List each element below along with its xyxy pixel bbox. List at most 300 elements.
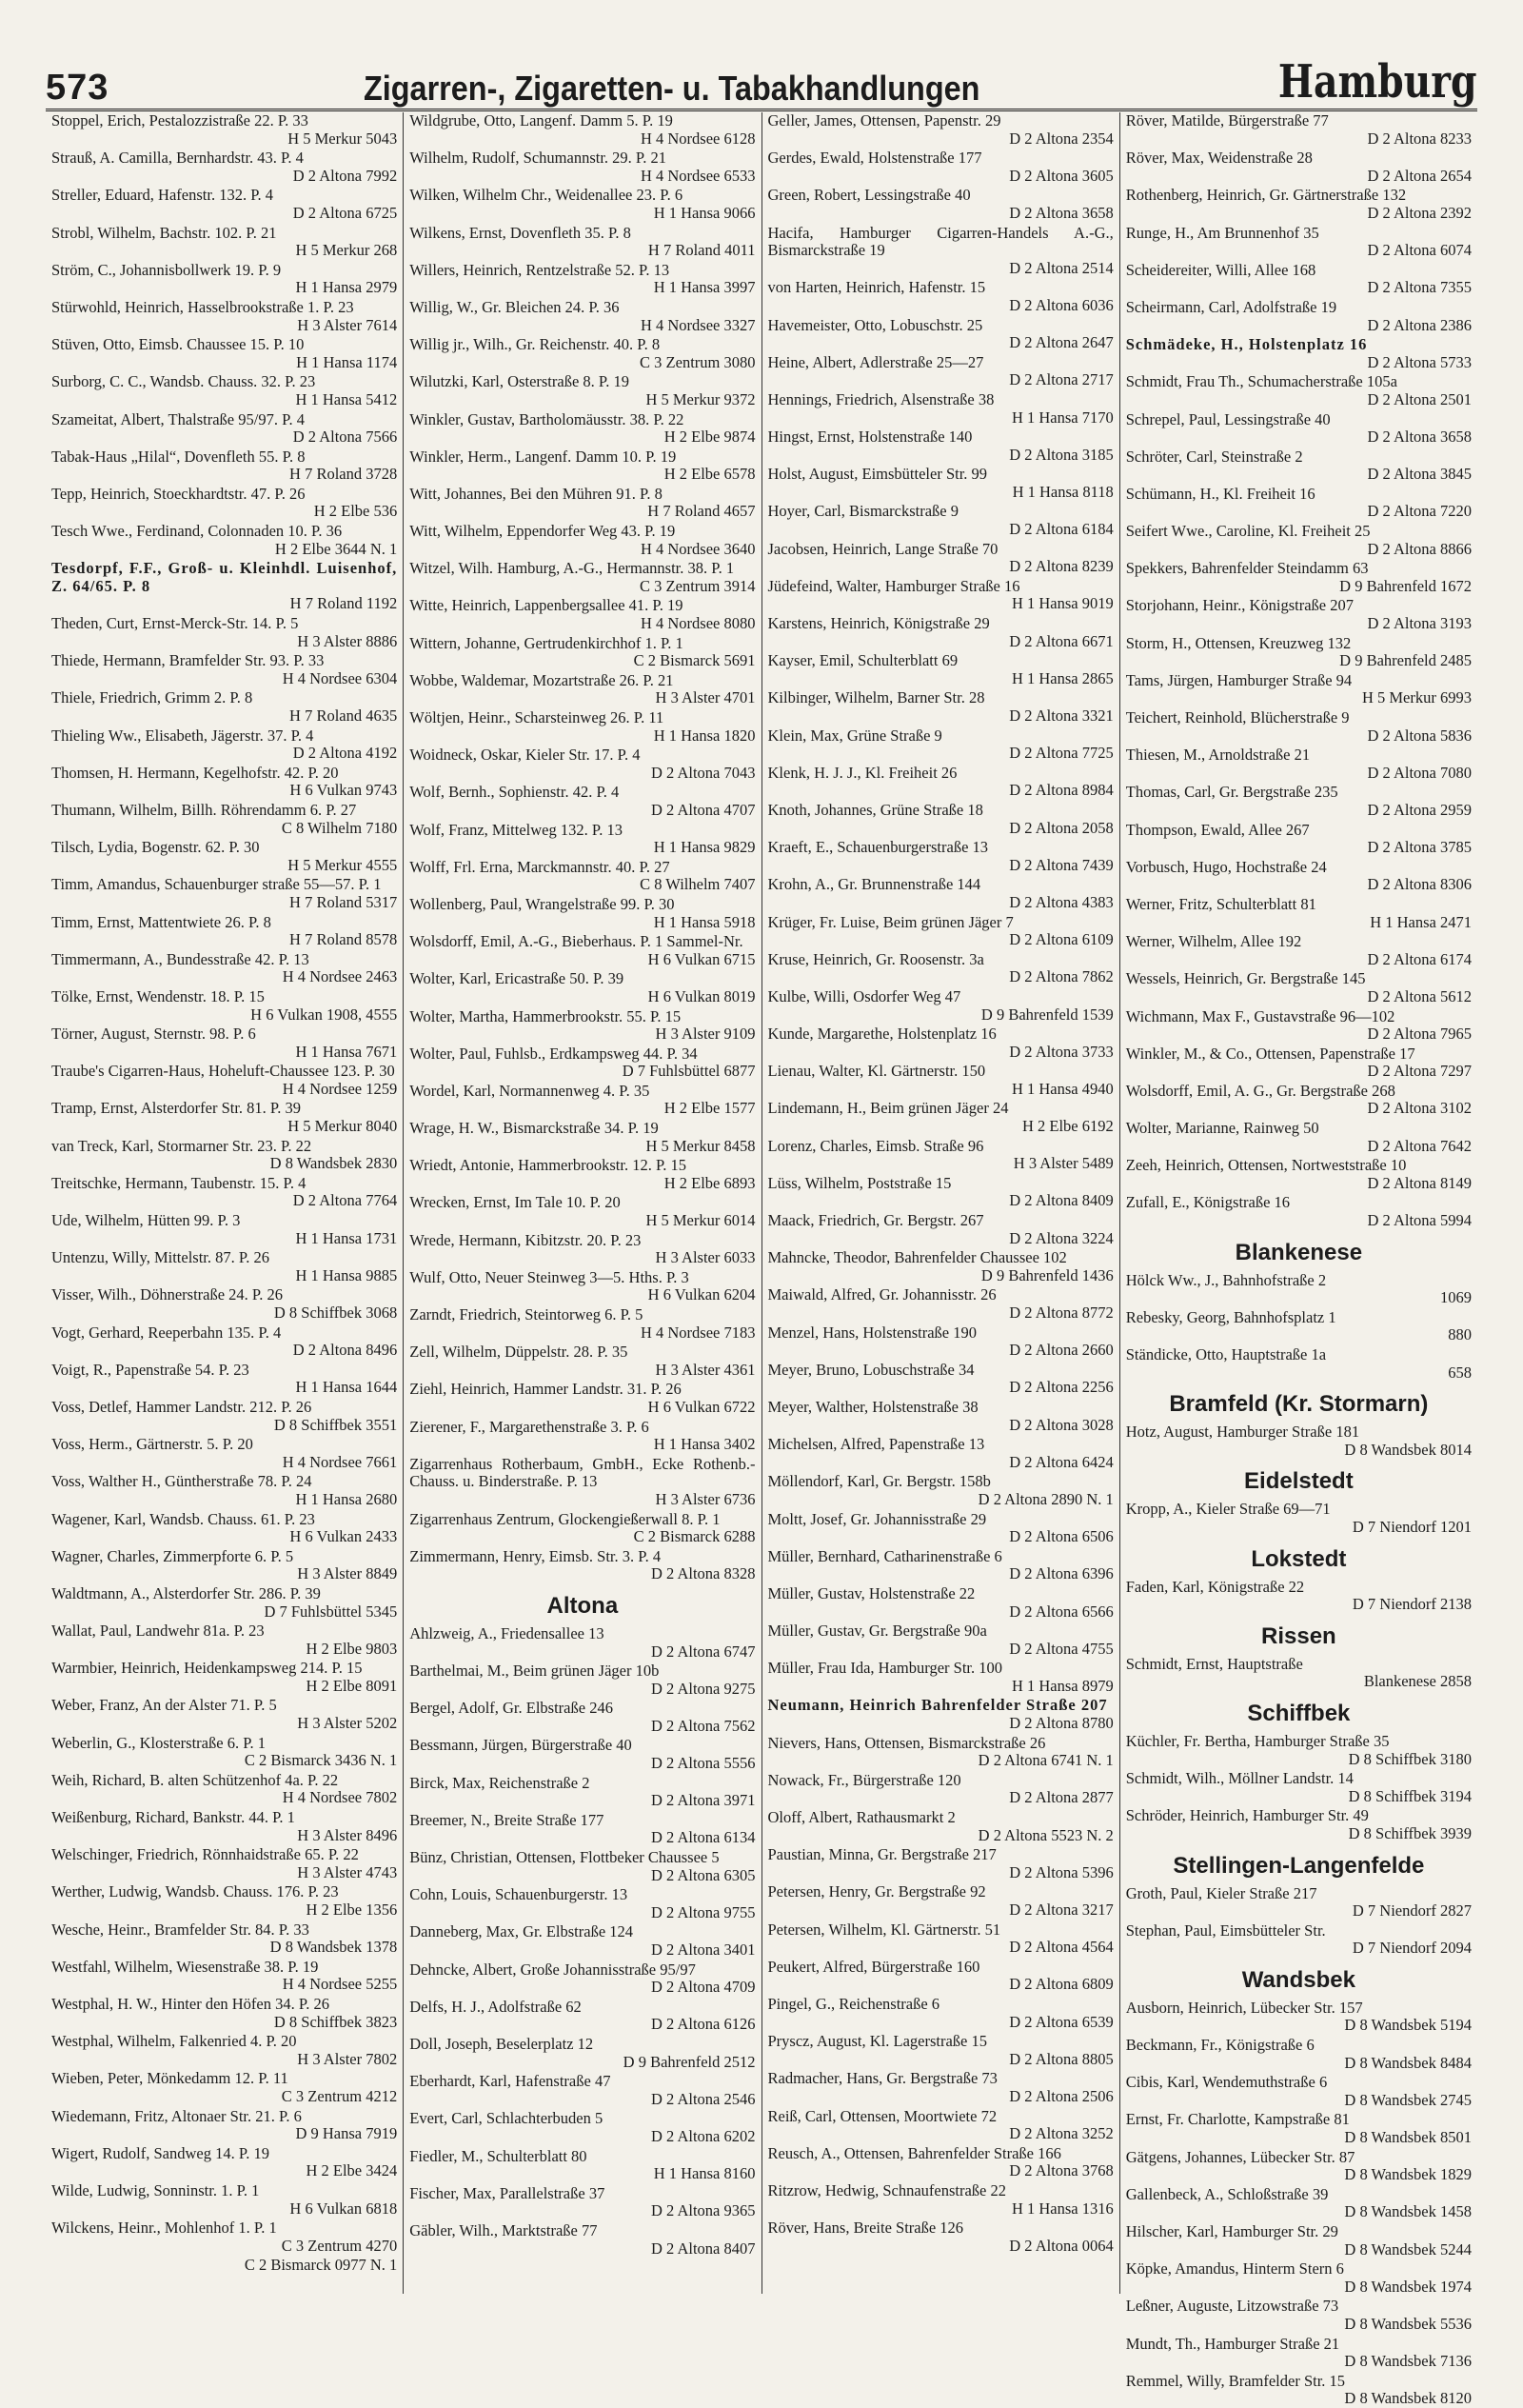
entry-phone: D 7 Fuhlsbüttel 5345 xyxy=(264,1602,398,1621)
entry-name-address: Pryscz, August, Kl. Lagerstraße 15 xyxy=(767,2032,987,2051)
entry-name-address: Thomas, Carl, Gr. Bergstraße 235 xyxy=(1125,783,1338,802)
entry-phone: D 2 Altona 3768 xyxy=(1009,2161,1114,2180)
directory-entry xyxy=(1126,1194,1472,1229)
directory-entry xyxy=(768,988,1114,1024)
directory-entry xyxy=(768,1399,1114,1434)
entry-name-address: Wildgrube, Otto, Langenf. Damm 5. P. 19 xyxy=(409,111,673,129)
entry-phone: D 2 Altona 5733 xyxy=(1367,352,1472,371)
entry-phone: H 4 Nordsee 5255 xyxy=(282,1975,398,1994)
entry-name-address: Leßner, Auguste, Litzowstraße 73 xyxy=(1125,2297,1339,2316)
entry-name-address: Karstens, Heinrich, Königstraße 29 xyxy=(767,614,990,633)
entry-phone: D 8 Wandsbek 5536 xyxy=(1344,2314,1472,2333)
entry-phone: H 4 Nordsee 2463 xyxy=(282,967,398,986)
entry-name-address: Zeeh, Heinrich, Ottensen, Nortweststraße 10 xyxy=(1125,1156,1407,1175)
entry-name-address: Thiele, Friedrich, Grimm 2. P. 8 xyxy=(51,688,253,707)
entry-name-address: Meyer, Walther, Holstenstraße 38 xyxy=(767,1397,979,1416)
entry-phone: D 8 Wandsbek 1974 xyxy=(1344,2277,1472,2296)
entry-phone: D 2 Altona 9275 xyxy=(650,1679,756,1698)
entry-name-address: Scheidereiter, Willi, Allee 168 xyxy=(1125,260,1316,279)
entry-phone: D 2 Altona 8306 xyxy=(1367,875,1472,894)
directory-entry xyxy=(1126,225,1472,260)
directory-entry xyxy=(768,1324,1114,1360)
entry-phone: D 2 Altona 2654 xyxy=(1367,166,1472,185)
entry-name-address: Paustian, Minna, Gr. Bergstraße 217 xyxy=(767,1845,997,1864)
directory-entry xyxy=(409,1269,755,1304)
entry-phone: D 2 Altona 2890 N. 1 xyxy=(978,1489,1114,1508)
directory-entry xyxy=(768,1921,1114,1957)
directory-entry xyxy=(768,1660,1114,1695)
entry-name-address: Willers, Heinrich, Rentzelstraße 52. P. 13 xyxy=(409,260,670,279)
directory-entry xyxy=(1126,1120,1472,1155)
entry-phone: D 2 Altona 7439 xyxy=(1009,855,1114,874)
page-number: 573 xyxy=(46,68,109,108)
directory-entry xyxy=(51,802,397,837)
entry-name-address: Wrede, Hermann, Kibitzstr. 20. P. 23 xyxy=(409,1230,642,1249)
entry-phone: H 1 Hansa 7671 xyxy=(295,1042,398,1061)
entry-name-address: Zigarrenhaus Rotherbaum, GmbH., Ecke Rothenb.-Chauss. u. Binderstraße. P. 13 xyxy=(409,1454,756,1491)
directory-entry xyxy=(409,299,755,334)
entry-phone: D 2 Altona 3733 xyxy=(1009,1042,1114,1061)
entry-phone: D 2 Altona 3252 xyxy=(1009,2124,1114,2143)
entry-name-address: Küchler, Fr. Bertha, Hamburger Straße 35 xyxy=(1125,1731,1390,1750)
entry-name-address: Stephan, Paul, Eimsbütteler Str. xyxy=(1125,1920,1326,1940)
entry-phone: D 2 Altona 2386 xyxy=(1367,315,1472,334)
entry-name-address: Gallenbeck, A., Schloßstraße 39 xyxy=(1125,2184,1329,2203)
directory-entry xyxy=(409,1700,755,1735)
entry-phone: H 1 Hansa 3997 xyxy=(653,278,756,297)
directory-entry xyxy=(768,652,1114,687)
entry-name-address: Wilhelm, Rudolf, Schumannstr. 29. P. 21 xyxy=(409,149,667,168)
entry-phone: D 2 Altona 3971 xyxy=(650,1791,756,1810)
entry-name-address: Wriedt, Antonie, Hammerbrookstr. 12. P. 15 xyxy=(409,1156,687,1175)
directory-entry xyxy=(409,1045,755,1081)
directory-entry xyxy=(51,2070,397,2105)
entry-name-address: Dehncke, Albert, Große Johannisstraße 95/97 xyxy=(409,1960,696,1979)
entry-phone: H 4 Nordsee 3327 xyxy=(640,315,756,334)
entry-phone: H 1 Hansa 8118 xyxy=(1012,482,1114,501)
entry-name-address: Groth, Paul, Kieler Straße 217 xyxy=(1125,1883,1317,1902)
entry-name-address: Kunde, Margarethe, Holstenplatz 16 xyxy=(767,1025,997,1044)
directory-entry xyxy=(768,2182,1114,2218)
directory-entry xyxy=(409,709,755,745)
entry-name-address: Klein, Max, Grüne Straße 9 xyxy=(767,726,942,745)
entry-name-address: Menzel, Hans, Holstenstraße 190 xyxy=(767,1323,977,1342)
entry-name-address: Stoppel, Erich, Pestalozzistraße 22. P. 33 xyxy=(51,111,308,129)
entry-name-address: Hilscher, Karl, Hamburger Str. 29 xyxy=(1125,2222,1338,2240)
entry-phone: C 8 Wilhelm 7180 xyxy=(281,818,398,837)
entry-phone: H 4 Nordsee 7661 xyxy=(282,1452,398,1471)
entry-phone: D 2 Altona 4707 xyxy=(650,800,756,819)
column-2 xyxy=(404,112,762,2294)
entry-phone: H 5 Merkur 8040 xyxy=(287,1117,398,1136)
directory-entry xyxy=(1126,560,1472,595)
directory-entry xyxy=(1126,411,1472,447)
entry-name-address: Hacifa, Hamburger Cigarren-Handels A.-G., Bismarckstraße 19 xyxy=(767,223,1114,260)
directory-entry xyxy=(51,1286,397,1322)
entry-phone: D 2 Altona 8866 xyxy=(1367,539,1472,558)
directory-entry xyxy=(51,523,397,558)
entry-phone: D 2 Altona 2514 xyxy=(1009,258,1114,277)
directory-entry xyxy=(1126,1157,1472,1192)
directory-entry xyxy=(409,1157,755,1192)
entry-name-address: Winkler, Gustav, Bartholomäusstr. 38. P. 22 xyxy=(409,409,684,428)
entry-name-address: Tölke, Ernst, Wendenstr. 18. P. 15 xyxy=(51,986,265,1005)
directory-entry xyxy=(409,1120,755,1155)
entry-phone: H 3 Alster 5489 xyxy=(1013,1154,1114,1173)
entry-name-address: von Harten, Heinrich, Hafenstr. 15 xyxy=(767,278,986,297)
column-1 xyxy=(46,112,404,2294)
entry-phone: H 2 Elbe 9874 xyxy=(663,428,756,447)
entry-phone: D 2 Altona 8805 xyxy=(1009,2049,1114,2068)
entry-phone: 880 xyxy=(1448,1325,1472,1344)
entry-name-address: Nowack, Fr., Bürgerstraße 120 xyxy=(767,1770,961,1789)
directory-entry xyxy=(51,1511,397,1546)
directory-entry xyxy=(1126,373,1472,408)
entry-phone: C 3 Zentrum 4212 xyxy=(281,2086,398,2105)
directory-entry xyxy=(1126,597,1472,632)
directory-entry xyxy=(768,1025,1114,1061)
entry-phone: C 2 Bismarck 0977 N. 1 xyxy=(244,2256,398,2275)
entry-name-address: Krohn, A., Gr. Brunnenstraße 144 xyxy=(767,875,981,894)
entry-name-address: Wulf, Otto, Neuer Steinweg 3—5. Hths. P. 3 xyxy=(409,1267,689,1286)
entry-phone: C 3 Zentrum 3914 xyxy=(640,576,756,595)
directory-entry xyxy=(768,1286,1114,1322)
entry-phone: H 1 Hansa 1316 xyxy=(1011,2199,1114,2218)
entry-phone: D 2 Altona 8407 xyxy=(650,2239,756,2258)
entry-name-address: Wolter, Marianne, Rainweg 50 xyxy=(1125,1119,1319,1138)
directory-entry xyxy=(1126,1922,1472,1958)
directory-entry xyxy=(51,1473,397,1508)
entry-phone: H 3 Alster 8849 xyxy=(297,1564,398,1583)
entry-name-address: Maack, Friedrich, Gr. Bergstr. 267 xyxy=(767,1211,984,1230)
entry-name-address: Waldtmann, A., Alsterdorfer Str. 286. P. 39 xyxy=(51,1583,321,1602)
entry-name-address: Streller, Eduard, Hafenstr. 132. P. 4 xyxy=(51,186,274,205)
entry-phone: H 1 Hansa 2471 xyxy=(1370,912,1472,931)
entry-phone: D 2 Altona 2501 xyxy=(1367,389,1472,408)
directory-entry xyxy=(768,187,1114,222)
section-heading: Rissen xyxy=(1261,1622,1336,1649)
entry-name-address: Geller, James, Ottensen, Papenstr. 29 xyxy=(767,111,1001,129)
directory-entry xyxy=(768,1436,1114,1471)
directory-entry xyxy=(1126,1346,1472,1382)
entry-phone: D 2 Altona 8233 xyxy=(1367,129,1472,148)
entry-name-address: Schmidt, Ernst, Hauptstraße xyxy=(1125,1654,1303,1673)
directory-entry xyxy=(409,1306,755,1342)
entry-phone: D 2 Altona 3605 xyxy=(1009,166,1114,185)
entry-phone: D 2 Altona 5396 xyxy=(1009,1862,1114,1881)
directory-entry xyxy=(409,1775,755,1810)
directory-entry xyxy=(768,149,1114,185)
entry-name-address: Vogt, Gerhard, Reeperbahn 135. P. 4 xyxy=(51,1323,282,1342)
entry-name-address: Röver, Max, Weidenstraße 28 xyxy=(1125,149,1313,168)
entry-name-address: Gerdes, Ewald, Holstenstraße 177 xyxy=(767,149,982,168)
directory-entry xyxy=(51,652,397,687)
entry-name-address: Timmermann, A., Bundesstraße 42. P. 13 xyxy=(51,949,309,968)
entry-name-address: Timm, Ernst, Mattentwiete 26. P. 8 xyxy=(51,912,271,931)
entry-phone: H 7 Roland 1192 xyxy=(289,594,398,613)
directory-entry xyxy=(409,2036,755,2071)
entry-phone: D 2 Altona 8409 xyxy=(1009,1191,1114,1210)
entry-phone: D 2 Altona 5523 N. 2 xyxy=(978,1825,1114,1844)
directory-entry xyxy=(768,1212,1114,1247)
directory-entry xyxy=(768,1846,1114,1881)
entry-phone: D 8 Wandsbek 8484 xyxy=(1344,2053,1472,2072)
entry-name-address: Rebesky, Georg, Bahnhofsplatz 1 xyxy=(1125,1307,1336,1326)
entry-phone: C 2 Bismarck 3436 N. 1 xyxy=(244,1751,398,1770)
directory-entry xyxy=(409,1849,755,1884)
directory-entry xyxy=(409,1886,755,1921)
entry-phone: D 7 Niendorf 2138 xyxy=(1352,1595,1472,1614)
directory-entry xyxy=(768,2033,1114,2068)
directory-entry xyxy=(1126,709,1472,745)
directory-entry xyxy=(768,317,1114,352)
entry-phone: D 2 Altona 3224 xyxy=(1009,1228,1114,1247)
directory-entry xyxy=(1126,112,1472,148)
entry-phone: H 7 Roland 8578 xyxy=(289,930,398,949)
entry-phone: H 1 Hansa 8160 xyxy=(653,2164,756,2183)
entry-name-address: Möllendorf, Karl, Gr. Bergstr. 158b xyxy=(767,1472,991,1491)
directory-entry xyxy=(1126,1885,1472,1920)
entry-phone: H 1 Hansa 5918 xyxy=(653,912,756,931)
entry-name-address: Gätgens, Johannes, Lübecker Str. 87 xyxy=(1125,2147,1355,2166)
entry-phone: D 8 Wandsbek 8120 xyxy=(1344,2389,1472,2408)
entry-name-address: Ahlzweig, A., Friedensallee 13 xyxy=(409,1623,604,1642)
entry-phone: D 2 Altona 6305 xyxy=(650,1865,756,1884)
entry-phone: D 7 Niendorf 2094 xyxy=(1352,1939,1472,1958)
entry-name-address: Schröter, Carl, Steinstraße 2 xyxy=(1125,447,1303,466)
entry-name-address: Birck, Max, Reichenstraße 2 xyxy=(409,1773,590,1792)
directory-entry xyxy=(51,1436,397,1471)
directory-entry xyxy=(768,765,1114,800)
entry-name-address: Green, Robert, Lessingstraße 40 xyxy=(767,186,971,205)
directory-entry xyxy=(409,1419,755,1454)
entry-name-address: Wrage, H. W., Bismarckstraße 34. P. 19 xyxy=(409,1119,659,1138)
directory-entry xyxy=(51,1660,397,1695)
entry-phone: D 2 Altona 6074 xyxy=(1367,241,1472,260)
directory-entry xyxy=(409,784,755,819)
entry-phone: D 2 Altona 6741 N. 1 xyxy=(978,1751,1114,1770)
entry-phone: H 5 Merkur 8458 xyxy=(645,1136,756,1155)
entry-phone: D 2 Altona 3785 xyxy=(1367,838,1472,857)
entry-phone: H 4 Nordsee 6128 xyxy=(640,129,756,148)
entry-phone: D 2 Altona 8239 xyxy=(1009,557,1114,576)
entry-name-address: Wagener, Karl, Wandsb. Chauss. 61. P. 23 xyxy=(51,1509,315,1528)
entry-phone: H 3 Alster 4743 xyxy=(297,1862,398,1881)
section-heading: Blankenese xyxy=(1235,1239,1363,1265)
entry-name-address: Witzel, Wilh. Hamburg, A.-G., Hermannstr. 38. P. 1 xyxy=(409,559,735,578)
directory-entry xyxy=(51,112,397,148)
entry-name-address: Strobl, Wilhelm, Bachstr. 102. P. 21 xyxy=(51,223,277,242)
entry-name-address: Wolf, Bernh., Sophienstr. 42. P. 4 xyxy=(409,783,620,802)
entry-name-address: Westfahl, Wilhelm, Wiesenstraße 38. P. 19 xyxy=(51,1957,319,1976)
directory-entry xyxy=(1126,2336,1472,2371)
directory-entry xyxy=(768,1883,1114,1919)
directory-entry xyxy=(768,839,1114,874)
section-heading: Lokstedt xyxy=(1251,1545,1347,1572)
entry-name-address: Tesch Wwe., Ferdinand, Colonnaden 10. P. 36 xyxy=(51,522,343,541)
entry-name-address: Untenzu, Willy, Mittelstr. 87. P. 26 xyxy=(51,1248,269,1267)
entry-name-address: Kulbe, Willi, Osdorfer Weg 47 xyxy=(767,986,961,1005)
entry-phone: D 2 Altona 8772 xyxy=(1009,1304,1114,1322)
entry-name-address: Köpke, Amandus, Hinterm Stern 6 xyxy=(1125,2259,1344,2279)
entry-name-address: Schröder, Heinrich, Hamburger Str. 49 xyxy=(1125,1806,1369,1825)
entry-name-address: Wobbe, Waldemar, Mozartstraße 26. P. 21 xyxy=(409,670,674,689)
entry-name-address: Wolter, Paul, Fuhlsb., Erdkampsweg 44. P. 34 xyxy=(409,1044,698,1063)
entry-name-address: Mahncke, Theodor, Bahrenfelder Chaussee 102 xyxy=(767,1248,1067,1267)
directory-entry xyxy=(1126,1807,1472,1842)
entry-phone: D 2 Altona 4709 xyxy=(650,1978,756,1997)
entry-name-address: Reusch, A., Ottensen, Bahrenfelder Straße 166 xyxy=(767,2143,1061,2162)
entry-phone: C 3 Zentrum 4270 xyxy=(281,2236,398,2255)
entry-name-address: Beckmann, Fr., Königstraße 6 xyxy=(1125,2036,1315,2055)
directory-entry xyxy=(768,2108,1114,2143)
entry-phone: D 2 Altona 7862 xyxy=(1009,967,1114,986)
entry-name-address: Wrecken, Ernst, Im Tale 10. P. 20 xyxy=(409,1193,621,1212)
entry-name-address: Teichert, Reinhold, Blücherstraße 9 xyxy=(1125,708,1350,726)
entry-name-address: Ziehl, Heinrich, Hammer Landstr. 31. P. 26 xyxy=(409,1380,682,1399)
entry-phone: D 2 Altona 8328 xyxy=(650,1564,756,1583)
entry-name-address: Storm, H., Ottensen, Kreuzweg 132 xyxy=(1125,633,1352,652)
entry-phone: C 2 Bismarck 6288 xyxy=(633,1527,756,1546)
entry-name-address: Fischer, Max, Parallelstraße 37 xyxy=(409,2183,605,2202)
entry-name-address: Winkler, M., & Co., Ottensen, Papenstraße 17 xyxy=(1125,1044,1415,1063)
entry-name-address: Cohn, Louis, Schauenburgerstr. 13 xyxy=(409,1885,628,1904)
entry-name-address: Petersen, Henry, Gr. Bergstraße 92 xyxy=(767,1882,986,1901)
directory-entry xyxy=(409,262,755,297)
entry-phone: H 6 Vulkan 6715 xyxy=(647,949,756,968)
directory-entry xyxy=(1126,2373,1472,2408)
entry-name-address: Weißenburg, Richard, Bankstr. 44. P. 1 xyxy=(51,1808,295,1827)
directory-entry xyxy=(51,1697,397,1732)
directory-entry xyxy=(768,1622,1114,1658)
entry-phone: D 2 Altona 3217 xyxy=(1009,1901,1114,1919)
entry-name-address: Lüss, Wilhelm, Poststraße 15 xyxy=(767,1173,952,1192)
entry-name-address: Woidneck, Oskar, Kieler Str. 17. P. 4 xyxy=(409,746,641,765)
directory-entry xyxy=(51,2145,397,2180)
entry-phone: D 2 Altona 2256 xyxy=(1009,1378,1114,1397)
section-heading: Eidelstedt xyxy=(1244,1468,1354,1495)
directory-entry xyxy=(1126,336,1472,371)
directory-entry xyxy=(768,615,1114,650)
entry-phone: D 2 Altona 6184 xyxy=(1009,520,1114,539)
directory-entry xyxy=(1126,1656,1472,1691)
directory-entry xyxy=(409,523,755,558)
entry-name-address: Holst, August, Eimsbütteler Str. 99 xyxy=(767,465,988,484)
entry-phone: H 3 Alster 8886 xyxy=(297,631,398,650)
directory-entry xyxy=(409,1548,755,1583)
entry-name-address: Wesche, Heinr., Bramfelder Str. 84. P. 33 xyxy=(51,1920,309,1939)
entry-phone: H 2 Elbe 3644 N. 1 xyxy=(274,539,398,558)
entry-phone: D 2 Altona 2660 xyxy=(1009,1341,1114,1360)
entry-phone: H 1 Hansa 3402 xyxy=(653,1435,756,1454)
entry-phone: D 2 Altona 7566 xyxy=(292,428,398,447)
directory-entry xyxy=(51,876,397,911)
entry-phone: H 7 Roland 4635 xyxy=(289,706,398,725)
directory-entry xyxy=(768,951,1114,986)
directory-entry xyxy=(768,1249,1114,1284)
entry-name-address: Hennings, Friedrich, Alsenstraße 38 xyxy=(767,389,995,408)
entry-phone: D 2 Altona 7992 xyxy=(292,166,398,185)
entry-name-address: Meyer, Bruno, Lobuschstraße 34 xyxy=(767,1360,975,1379)
entry-name-address: Weberlin, G., Klosterstraße 6. P. 1 xyxy=(51,1733,267,1752)
entry-phone: H 3 Alster 6736 xyxy=(655,1489,756,1508)
directory-entry xyxy=(51,1921,397,1957)
entry-phone: H 2 Elbe 1356 xyxy=(306,1901,398,1919)
entry-phone: D 2 Altona 5556 xyxy=(650,1754,756,1773)
directory-entry xyxy=(409,1343,755,1379)
entry-phone: D 2 Altona 3185 xyxy=(1009,445,1114,464)
entry-phone: H 4 Nordsee 6304 xyxy=(282,668,398,687)
directory-entry xyxy=(409,970,755,1005)
directory-entry xyxy=(1126,859,1472,894)
directory-entry xyxy=(409,1662,755,1698)
directory-entry xyxy=(51,1025,397,1061)
directory-entry xyxy=(409,1194,755,1229)
directory-entry xyxy=(51,262,397,297)
entry-phone: H 5 Merkur 6014 xyxy=(645,1211,756,1230)
entry-name-address: Vorbusch, Hugo, Hochstraße 24 xyxy=(1125,857,1327,876)
entry-name-address: Treitschke, Hermann, Taubenstr. 15. P. 4 xyxy=(51,1173,307,1192)
entry-name-address: Müller, Gustav, Holstenstraße 22 xyxy=(767,1583,976,1602)
entry-phone: D 2 Altona 2506 xyxy=(1009,2086,1114,2105)
entry-phone: D 8 Schiffbek 3180 xyxy=(1348,1749,1472,1768)
entry-name-address: Eberhardt, Karl, Hafenstraße 47 xyxy=(409,2072,611,2091)
entry-phone: H 1 Hansa 2680 xyxy=(295,1489,398,1508)
entry-name-address: Bessmann, Jürgen, Bürgerstraße 40 xyxy=(409,1736,632,1755)
entry-name-address: Westphal, Wilhelm, Falkenried 4. P. 20 xyxy=(51,2032,297,2051)
entry-name-address: Müller, Bernhard, Catharinenstraße 6 xyxy=(767,1546,1002,1565)
entry-name-address: Wilde, Ludwig, Sonninstr. 1. P. 1 xyxy=(51,2180,260,2199)
entry-phone: H 2 Elbe 536 xyxy=(313,502,398,521)
entry-name-address: Wittern, Johanne, Gertrudenkirchhof 1. P. 1 xyxy=(409,633,683,652)
entry-phone: H 7 Roland 4011 xyxy=(647,241,756,260)
entry-name-address: Tesdorpf, F.F., Groß- u. Kleinhdl. Luisenhof, Z. 64/65. P. 8 xyxy=(51,559,398,595)
entry-phone: D 2 Altona 2392 xyxy=(1367,203,1472,222)
entry-phone: H 6 Vulkan 2433 xyxy=(289,1527,398,1546)
directory-entry xyxy=(768,1772,1114,1807)
directory-entry xyxy=(768,1548,1114,1583)
directory-entry xyxy=(409,1232,755,1267)
directory-entry xyxy=(409,822,755,857)
directory-entry xyxy=(51,1399,397,1434)
entry-phone: D 2 Altona 4383 xyxy=(1009,892,1114,911)
entry-name-address: Törner, August, Sternstr. 98. P. 6 xyxy=(51,1025,256,1044)
entry-phone: H 5 Merkur 5043 xyxy=(287,129,398,148)
directory-entry xyxy=(768,802,1114,837)
directory-entry xyxy=(409,448,755,484)
section-heading: Stellingen-Langenfelde xyxy=(1173,1852,1425,1879)
entry-phone: H 4 Nordsee 8080 xyxy=(640,614,756,633)
entry-phone: D 2 Altona 7725 xyxy=(1009,744,1114,763)
entry-phone: D 8 Schiffbek 3068 xyxy=(273,1304,398,1322)
directory-entry xyxy=(1126,149,1472,185)
directory-entry xyxy=(409,2073,755,2108)
directory-entry xyxy=(1126,1309,1472,1344)
directory-entry xyxy=(1126,2298,1472,2333)
entry-phone: D 2 Altona 4755 xyxy=(1009,1639,1114,1658)
entry-phone: 658 xyxy=(1448,1363,1472,1382)
entry-name-address: Doll, Joseph, Beselerplatz 12 xyxy=(409,2034,594,2053)
entry-name-address: Ständicke, Otto, Hauptstraße 1a xyxy=(1125,1345,1327,1363)
directory-entry xyxy=(1126,1770,1472,1805)
entry-phone: D 2 Altona 3658 xyxy=(1367,428,1472,447)
directory-entry xyxy=(409,1625,755,1661)
directory-entry xyxy=(768,876,1114,911)
entry-phone: C 2 Bismarck 5691 xyxy=(633,651,756,670)
directory-entry xyxy=(768,914,1114,949)
entry-name-address: Hingst, Ernst, Holstenstraße 140 xyxy=(767,428,973,447)
directory-entry xyxy=(409,486,755,521)
